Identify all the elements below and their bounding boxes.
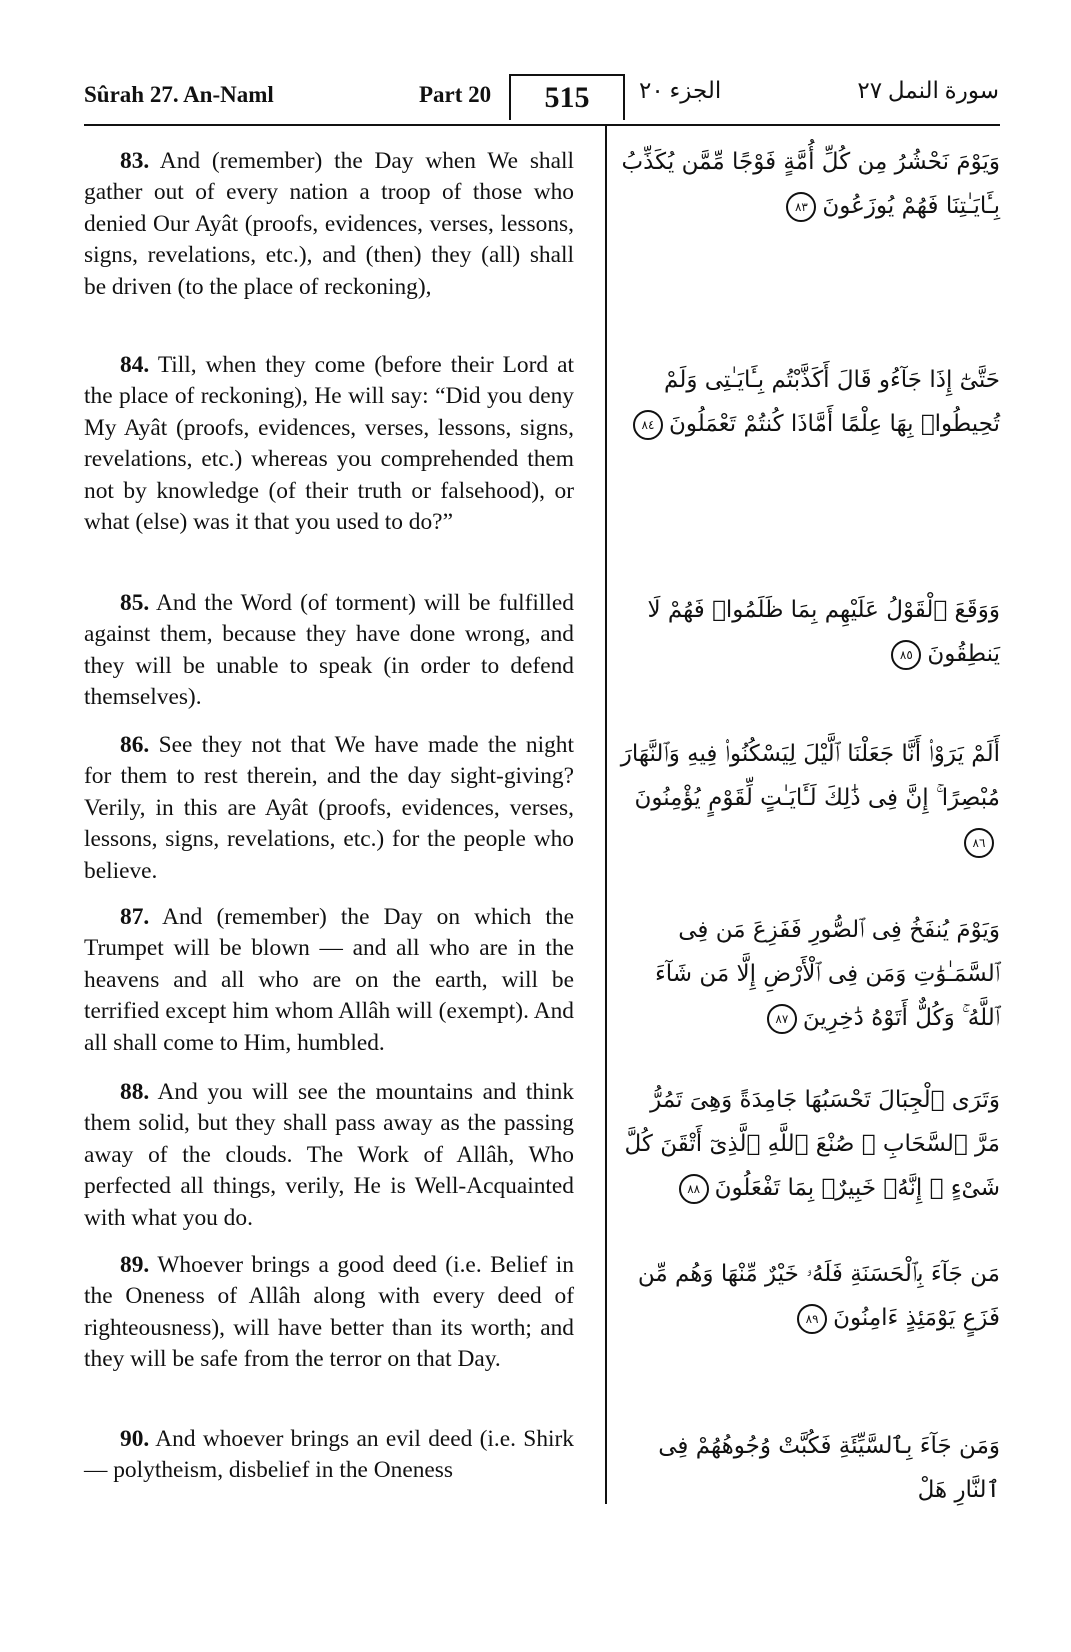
verse-89-ar (620, 1252, 1000, 1340)
verse-text: And you will see the mountains and think them solid, but they shall pass away as the passing away of the clouds. The Work of Allâh, Who perfected all things, verily, He is Well-Acquainted with what you do. (84, 1079, 574, 1231)
ayah-end-mark: ٨٧ (767, 1004, 797, 1034)
ayah-end-mark: ٨٥ (891, 640, 921, 670)
header-rule (84, 124, 1000, 126)
verse-87-ar (620, 908, 1000, 1040)
verse-number: 83. (120, 148, 150, 174)
verse-88-ar (620, 1078, 1000, 1210)
verse-text: See they not that We have made the night for them to rest therein, and the day sight-giving? Verily, in this are Ayât (proofs, evidences, verses, lessons, signs, revelations, etc.) for the people who believe. (84, 732, 574, 884)
verse-90-en (84, 1424, 574, 1487)
verse-number: 89. (120, 1252, 150, 1278)
arabic-text: وَوَقَعَ ٱلْقَوْلُ عَلَيْهِم بِمَا ظَلَمُوا۟ فَهُمْ لَا يَنطِقُونَ (647, 597, 1000, 667)
surah-title-en: Sûrah 27. An-Naml (84, 82, 274, 107)
verse-number: 87. (120, 904, 150, 930)
verse-85-en (84, 588, 574, 714)
page-header (84, 78, 999, 118)
ayah-end-mark: ٨٣ (786, 192, 816, 222)
verse-83-ar (620, 140, 1000, 228)
arabic-text: وَمَن جَآءَ بِٱلسَّيِّئَةِ فَكُبَّتْ وُجُوهُهُمْ فِى ٱلنَّارِ هَلْ (658, 1433, 1000, 1503)
verse-number: 84. (120, 352, 150, 378)
column-divider (605, 124, 607, 1504)
part-label-en: Part 20 (419, 82, 492, 107)
ayah-end-mark: ٨٨ (679, 1174, 709, 1204)
ayah-end-mark: ٨٤ (633, 410, 663, 440)
verse-number: 85. (120, 590, 150, 616)
surah-title-ar: سورة النمل ٢٧ (857, 78, 999, 103)
verse-text: And the Word (of torment) will be fulfilled against them, because they have done wrong, and they will be unable to speak (in order to defend themselves). (84, 590, 574, 711)
verse-84-en (84, 350, 574, 538)
ayah-end-mark: ٨٦ (964, 828, 994, 858)
verse-86-ar (620, 732, 1000, 864)
verse-83-en (84, 146, 574, 303)
arabic-text: حَتَّىٰٓ إِذَا جَآءُو قَالَ أَكَذَّبْتُم بِـَٔايَـٰتِى وَلَمْ تُحِيطُوا۟ بِهَا عِلْمًا أَمَّاذَا كُنتُمْ تَعْمَلُونَ (664, 367, 1000, 437)
page-number: 515 (509, 74, 625, 120)
verse-text: And (remember) the Day when We shall gather out of every nation a troop of those who denied Our Ayât (proofs, evidences, verses, lessons, signs, revelations, etc.), and (then) they (all) shall be driven (to the place of reckoning), (84, 148, 574, 300)
part-label-ar: الجزء ٢٠ (639, 78, 722, 103)
arabic-text: وَيَوْمَ نَحْشُرُ مِن كُلِّ أُمَّةٍ فَوْجًا مِّمَّن يُكَذِّبُ بِـَٔايَـٰتِنَا فَهُمْ يُوزَعُونَ (621, 149, 1000, 219)
verse-text: And whoever brings an evil deed (i.e. Shirk — polytheism, disbelief in the Oneness (84, 1426, 574, 1484)
verse-90-ar (620, 1424, 1000, 1512)
verse-84-ar (620, 358, 1000, 446)
verse-number: 90. (120, 1426, 150, 1452)
arabic-text: مَن جَآءَ بِٱلْحَسَنَةِ فَلَهُۥ خَيْرٌ مِّنْهَا وَهُم مِّن فَزَعٍ يَوْمَئِذٍ ءَامِنُونَ (637, 1261, 1000, 1331)
verse-89-en (84, 1250, 574, 1376)
verse-text: Till, when they come (before their Lord at the place of reckoning), He will say: “Did you deny My Ayât (proofs, evidences, verses, lessons, signs, revelations, etc.) whereas you comprehended them not by knowledge (of their truth or falsehood), or what (else) was it that you used to do?” (84, 352, 574, 536)
verse-87-en (84, 902, 574, 1059)
verse-number: 88. (120, 1079, 150, 1105)
arabic-text: وَيَوْمَ يُنفَخُ فِى ٱلصُّورِ فَفَزِعَ مَن فِى ٱلسَّمَـٰوَٰتِ وَمَن فِى ٱلْأَرْضِ إِلَّا مَن شَآءَ ٱللَّهُ ۚ وَكُلٌّ أَتَوْهُ دَٰخِرِينَ (654, 917, 1000, 1031)
verse-text: Whoever brings a good deed (i.e. Belief in the Oneness of Allâh along with every deed of righteousness), will have better than its worth; and they will be safe from the terror on that Day. (84, 1252, 574, 1373)
verse-text: And (remember) the Day on which the Trumpet will be blown — and all who are in the heavens and all who are on the earth, will be terrified except him whom Allâh will (exempt). And all shall come to Him, humbled. (84, 904, 574, 1056)
verse-86-en (84, 730, 574, 887)
ayah-end-mark: ٨٩ (797, 1304, 827, 1334)
verse-85-ar (620, 588, 1000, 676)
verse-88-en (84, 1077, 574, 1234)
verse-number: 86. (120, 732, 150, 758)
arabic-text: أَلَمْ يَرَوْا۟ أَنَّا جَعَلْنَا ٱلَّيْلَ لِيَسْكُنُوا۟ فِيهِ وَٱلنَّهَارَ مُبْصِرًا ۚ إِنَّ فِى ذَٰلِكَ لَـَٔايَـٰتٍ لِّقَوْمٍ يُؤْمِنُونَ (620, 741, 1000, 811)
arabic-text: وَتَرَى ٱلْجِبَالَ تَحْسَبُهَا جَامِدَةً وَهِىَ تَمُرُّ مَرَّ ٱلسَّحَابِ ۚ صُنْعَ ٱللَّهِ ٱلَّذِىٓ أَتْقَنَ كُلَّ شَىْءٍ ۚ إِنَّهُۥ خَبِيرٌۢ بِمَا تَفْعَلُونَ (624, 1087, 1000, 1201)
